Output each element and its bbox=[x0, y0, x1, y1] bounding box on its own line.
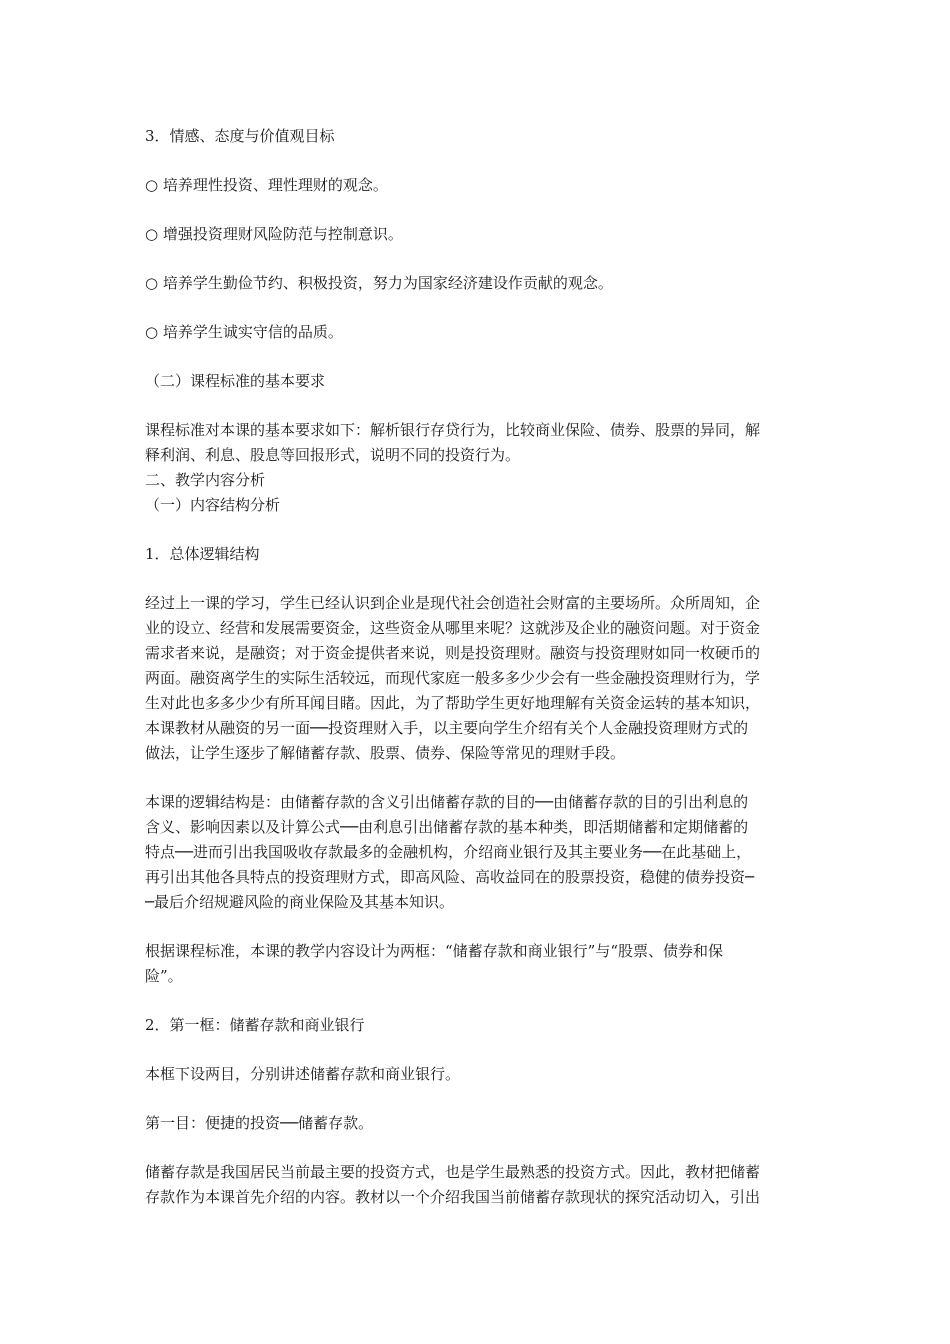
analysis-heading: 二、教学内容分析 bbox=[145, 471, 266, 489]
paragraph-line: 储蓄存款是我国居民当前最主要的投资方式，也是学生最熟悉的投资方式。因此，教材把储蓄 bbox=[145, 1163, 761, 1181]
paragraph-4: 本框下设两目，分别讲述储蓄存款和商业银行。 bbox=[145, 1065, 461, 1083]
requirements-heading: （二）课程标准的基本要求 bbox=[145, 372, 326, 390]
document-page bbox=[145, 124, 815, 1210]
structure-heading: （一）内容结构分析 bbox=[145, 496, 281, 514]
goal-item-3: ○ 培养学生勤俭节约、积极投资，努力为国家经济建设作贡献的观念。 bbox=[145, 274, 613, 292]
requirements-line: 课程标准对本课的基本要求如下：解析银行存贷行为，比较商业保险、债券、股票的异同，解 bbox=[145, 421, 761, 439]
goal-item-2: ○ 增强投资理财风险防范与控制意识。 bbox=[145, 225, 403, 243]
requirements-line: 释利润、利息、股息等回报形式，说明不同的投资行为。 bbox=[145, 446, 521, 464]
logic-heading: 1．总体逻辑结构 bbox=[145, 545, 260, 563]
requirements-paragraph bbox=[145, 418, 815, 468]
paragraph-line: 再引出其他各具特点的投资理财方式，即高风险、高收益同在的股票投资，稳健的债券投资─ bbox=[145, 868, 755, 886]
paragraph-line: 需求者来说，是融资；对于资金提供者来说，则是投资理财。融资与投资理财如同一枚硬币的 bbox=[145, 644, 761, 662]
paragraph-3 bbox=[145, 939, 815, 989]
paragraph-line: 经过上一课的学习，学生已经认识到企业是现代社会创造社会财富的主要场所。众所周知，企 bbox=[145, 594, 761, 612]
paragraph-line: 存款作为本课首先介绍的内容。教材以一个介绍我国当前储蓄存款现状的探究活动切入，引出 bbox=[145, 1188, 761, 1206]
paragraph-line: ─最后介绍规避风险的商业保险及其基本知识。 bbox=[145, 893, 455, 911]
section3-heading: 3．情感、态度与价值观目标 bbox=[145, 127, 335, 145]
paragraph-line: 根据课程标准，本课的教学内容设计为两框：“储蓄存款和商业银行”与“股票、债券和保 bbox=[145, 942, 724, 960]
paragraph-line: 特点──进而引出我国吸收存款最多的金融机构，介绍商业银行及其主要业务──在此基础上， bbox=[145, 843, 752, 861]
paragraph-line: 本课的逻辑结构是：由储蓄存款的含义引出储蓄存款的目的──由储蓄存款的目的引出利息的 bbox=[145, 793, 749, 811]
paragraph-line: 业的设立、经营和发展需要资金，这些资金从哪里来呢？这就涉及企业的融资问题。对于资金 bbox=[145, 619, 761, 637]
frame1-heading: 2．第一框：储蓄存款和商业银行 bbox=[145, 1016, 365, 1034]
paragraph-line: 险”。 bbox=[145, 967, 183, 985]
item1-heading: 第一目：便捷的投资──储蓄存款。 bbox=[145, 1114, 374, 1132]
paragraph-line: 生对此也多多少少有所耳闻目睹。因此，为了帮助学生更好地理解有关资金运转的基本知识， bbox=[145, 694, 761, 712]
paragraph-2 bbox=[145, 790, 815, 915]
paragraph-1 bbox=[145, 591, 815, 766]
paragraph-line: 本课教材从融资的另一面──投资理财入手，以主要向学生介绍有关个人金融投资理财方式的 bbox=[145, 719, 749, 737]
goal-item-4: ○ 培养学生诚实守信的品质。 bbox=[145, 323, 343, 341]
goal-item-1: ○ 培养理性投资、理性理财的观念。 bbox=[145, 176, 388, 194]
paragraph-line: 含义、影响因素以及计算公式──由利息引出储蓄存款的基本种类，即活期储蓄和定期储蓄的 bbox=[145, 818, 749, 836]
paragraph-line: 两面。融资离学生的实际生活较远，而现代家庭一般多多少少会有一些金融投资理财行为，学 bbox=[145, 669, 761, 687]
paragraph-5 bbox=[145, 1160, 815, 1210]
paragraph-line: 做法，让学生逐步了解储蓄存款、股票、债券、保险等常见的理财手段。 bbox=[145, 744, 626, 762]
